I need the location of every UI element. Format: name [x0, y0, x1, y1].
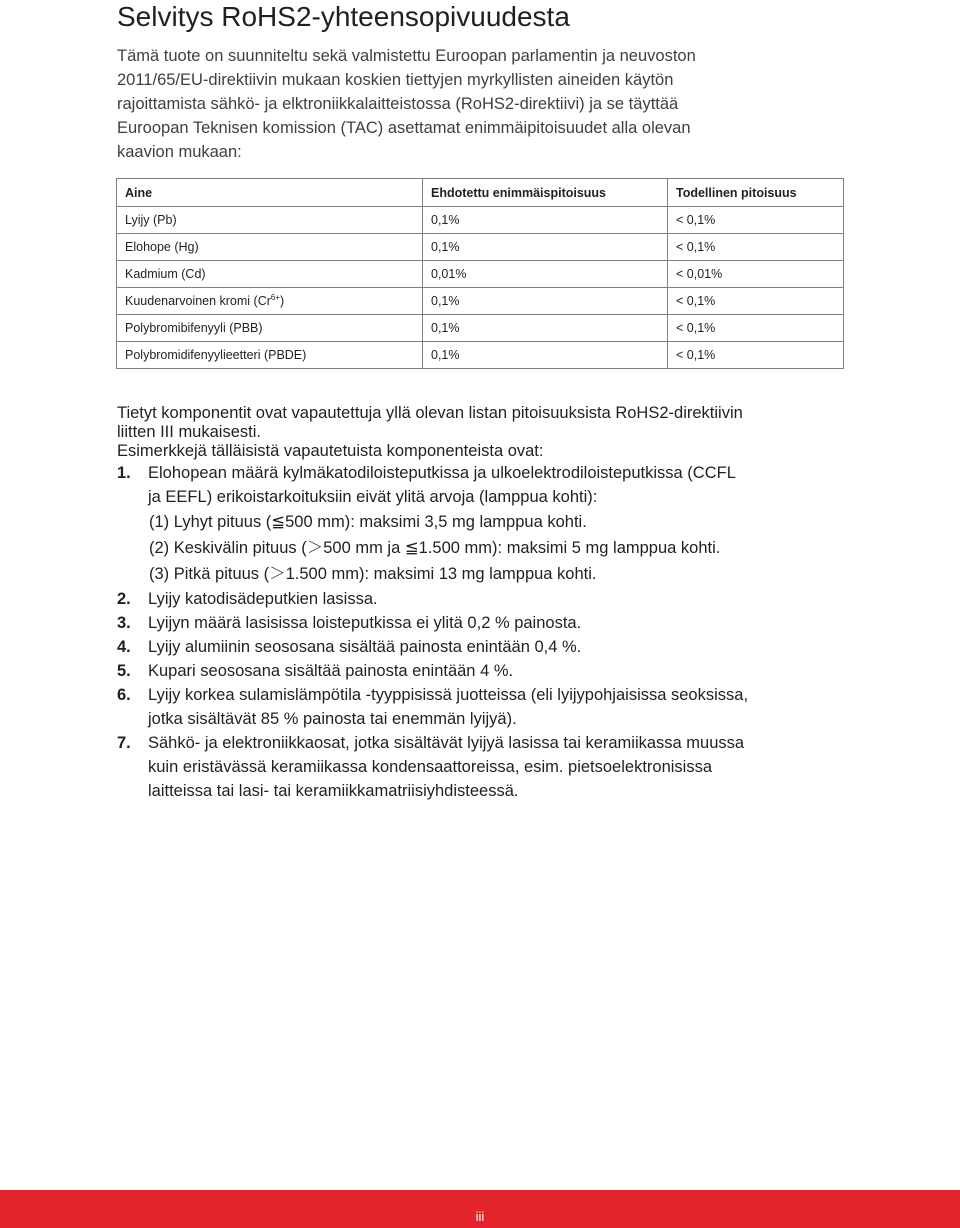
list-item: [117, 731, 877, 803]
table-cell: 0,1%: [423, 315, 668, 342]
list-item: [117, 683, 877, 731]
table-cell: 0,1%: [423, 207, 668, 234]
table-cell: < 0,1%: [668, 342, 844, 369]
table-row: [117, 342, 844, 369]
intro-line: kaavion mukaan:: [117, 143, 242, 161]
page-number: iii: [475, 1209, 485, 1224]
page-title: Selvitys RoHS2-yhteensopivuudesta: [117, 1, 570, 32]
table-cell: 0,1%: [423, 342, 668, 369]
table-cell: Kadmium (Cd): [117, 261, 423, 288]
list-item-number: 6.: [117, 686, 131, 704]
chromium-label: Kuudenarvoinen kromi (Cr: [125, 294, 271, 308]
intro-line: rajoittamista sähkö- ja elktroniikkalaitteistossa (RoHS2-direktiivi) ja se täyttää: [117, 95, 679, 113]
table-cell: Elohope (Hg): [117, 234, 423, 261]
list-item: [117, 659, 877, 683]
table-row: [117, 315, 844, 342]
column-header-substance: Aine: [117, 179, 423, 207]
table-cell: Lyijy (Pb): [117, 207, 423, 234]
exemptions-text: Esimerkkejä tälläisistä vapautetuista komponenteista ovat:: [117, 442, 544, 460]
table-row: [117, 261, 844, 288]
list-item-number: 4.: [117, 638, 131, 656]
list-item: [117, 635, 877, 659]
list-item: [117, 587, 877, 611]
table-row: [117, 234, 844, 261]
exemptions-text: liitten III mukaisesti.: [117, 423, 261, 441]
table-cell: Polybromibifenyyli (PBB): [117, 315, 423, 342]
substance-table: [116, 178, 844, 369]
list-item-number: 7.: [117, 734, 131, 752]
list-item: [117, 461, 877, 509]
sub-item: (2) Keskivälin pituus (＞500 mm ja ≦1.500 mm): maksimi 5 mg lamppua kohti.: [149, 539, 721, 557]
list-item-number: 1.: [117, 464, 131, 482]
table-cell: < 0,1%: [668, 207, 844, 234]
table-row: [117, 288, 844, 315]
list-item-number: 2.: [117, 590, 131, 608]
table-cell: Polybromidifenyylieetteri (PBDE): [117, 342, 423, 369]
table-cell: < 0,01%: [668, 261, 844, 288]
table-cell: [117, 288, 423, 315]
intro-paragraph: [117, 44, 837, 164]
exemptions-text: Tietyt komponentit ovat vapautettuja yllä olevan listan pitoisuuksista RoHS2-direktiivin: [117, 404, 743, 422]
list-item-text: Sähkö- ja elektroniikkaosat, jotka sisältävät lyijyä lasissa tai keramiikassa muussa: [148, 734, 745, 752]
table-row: [117, 207, 844, 234]
intro-line: Euroopan Teknisen komission (TAC) asettamat enimmäipitoisuudet alla olevan: [117, 119, 691, 137]
list-item-number: 5.: [117, 662, 131, 680]
column-header-actual: Todellinen pitoisuus: [668, 179, 844, 207]
table-cell: < 0,1%: [668, 288, 844, 315]
intro-line: 2011/65/EU-direktiivin mukaan koskien tiettyjen myrkyllisten aineiden käytön: [117, 71, 674, 89]
sub-item: (1) Lyhyt pituus (≦500 mm): maksimi 3,5 mg lamppua kohti.: [149, 513, 587, 531]
list-item-text: kuin eristävässä keramiikassa kondensaattoreissa, esim. pietsoelektronisissa: [148, 758, 713, 776]
list-item-text: ja EEFL) erikoistarkoituksiin eivät ylitä arvoja (lamppua kohti):: [148, 488, 598, 506]
table-cell: 0,1%: [423, 234, 668, 261]
list-item-text: Lyijyn määrä lasisissa loisteputkissa ei ylitä 0,2 % painosta.: [148, 614, 582, 632]
list-item-text: Elohopean määrä kylmäkatodiloisteputkissa ja ulkoelektrodiloisteputkissa (CCFL: [148, 464, 736, 482]
list-item-text: Lyijy katodisädeputkien lasissa.: [148, 590, 378, 608]
table-cell: < 0,1%: [668, 234, 844, 261]
sub-item: (3) Pitkä pituus (＞1.500 mm): maksimi 13 mg lamppua kohti.: [149, 565, 597, 583]
table-header-row: [117, 179, 844, 207]
intro-line: Tämä tuote on suunniteltu sekä valmistettu Euroopan parlamentin ja neuvoston: [117, 47, 696, 65]
list-item-number: 3.: [117, 614, 131, 632]
column-header-proposed-max: Ehdotettu enimmäispitoisuus: [423, 179, 668, 207]
list-item-text: Lyijy korkea sulamislämpötila -tyyppisissä juotteissa (eli lyijypohjaisissa seoksissa,: [148, 686, 749, 704]
list-item: [117, 611, 877, 635]
table-cell: < 0,1%: [668, 315, 844, 342]
list-item-text: jotka sisältävät 85 % painosta tai enemmän lyijyä).: [148, 710, 517, 728]
list-item-text: Lyijy alumiinin seososana sisältää painosta enintään 0,4 %.: [148, 638, 582, 656]
table-cell: 0,01%: [423, 261, 668, 288]
exemptions-section: [117, 404, 877, 803]
table-cell: 0,1%: [423, 288, 668, 315]
chromium-superscript: 6+: [270, 292, 281, 302]
chromium-suffix: ): [280, 294, 285, 308]
list-item-text: Kupari seososana sisältää painosta enintään 4 %.: [148, 662, 514, 680]
list-item-text: laitteissa tai lasi- tai keramiikkamatriisiyhdisteessä.: [148, 782, 519, 800]
